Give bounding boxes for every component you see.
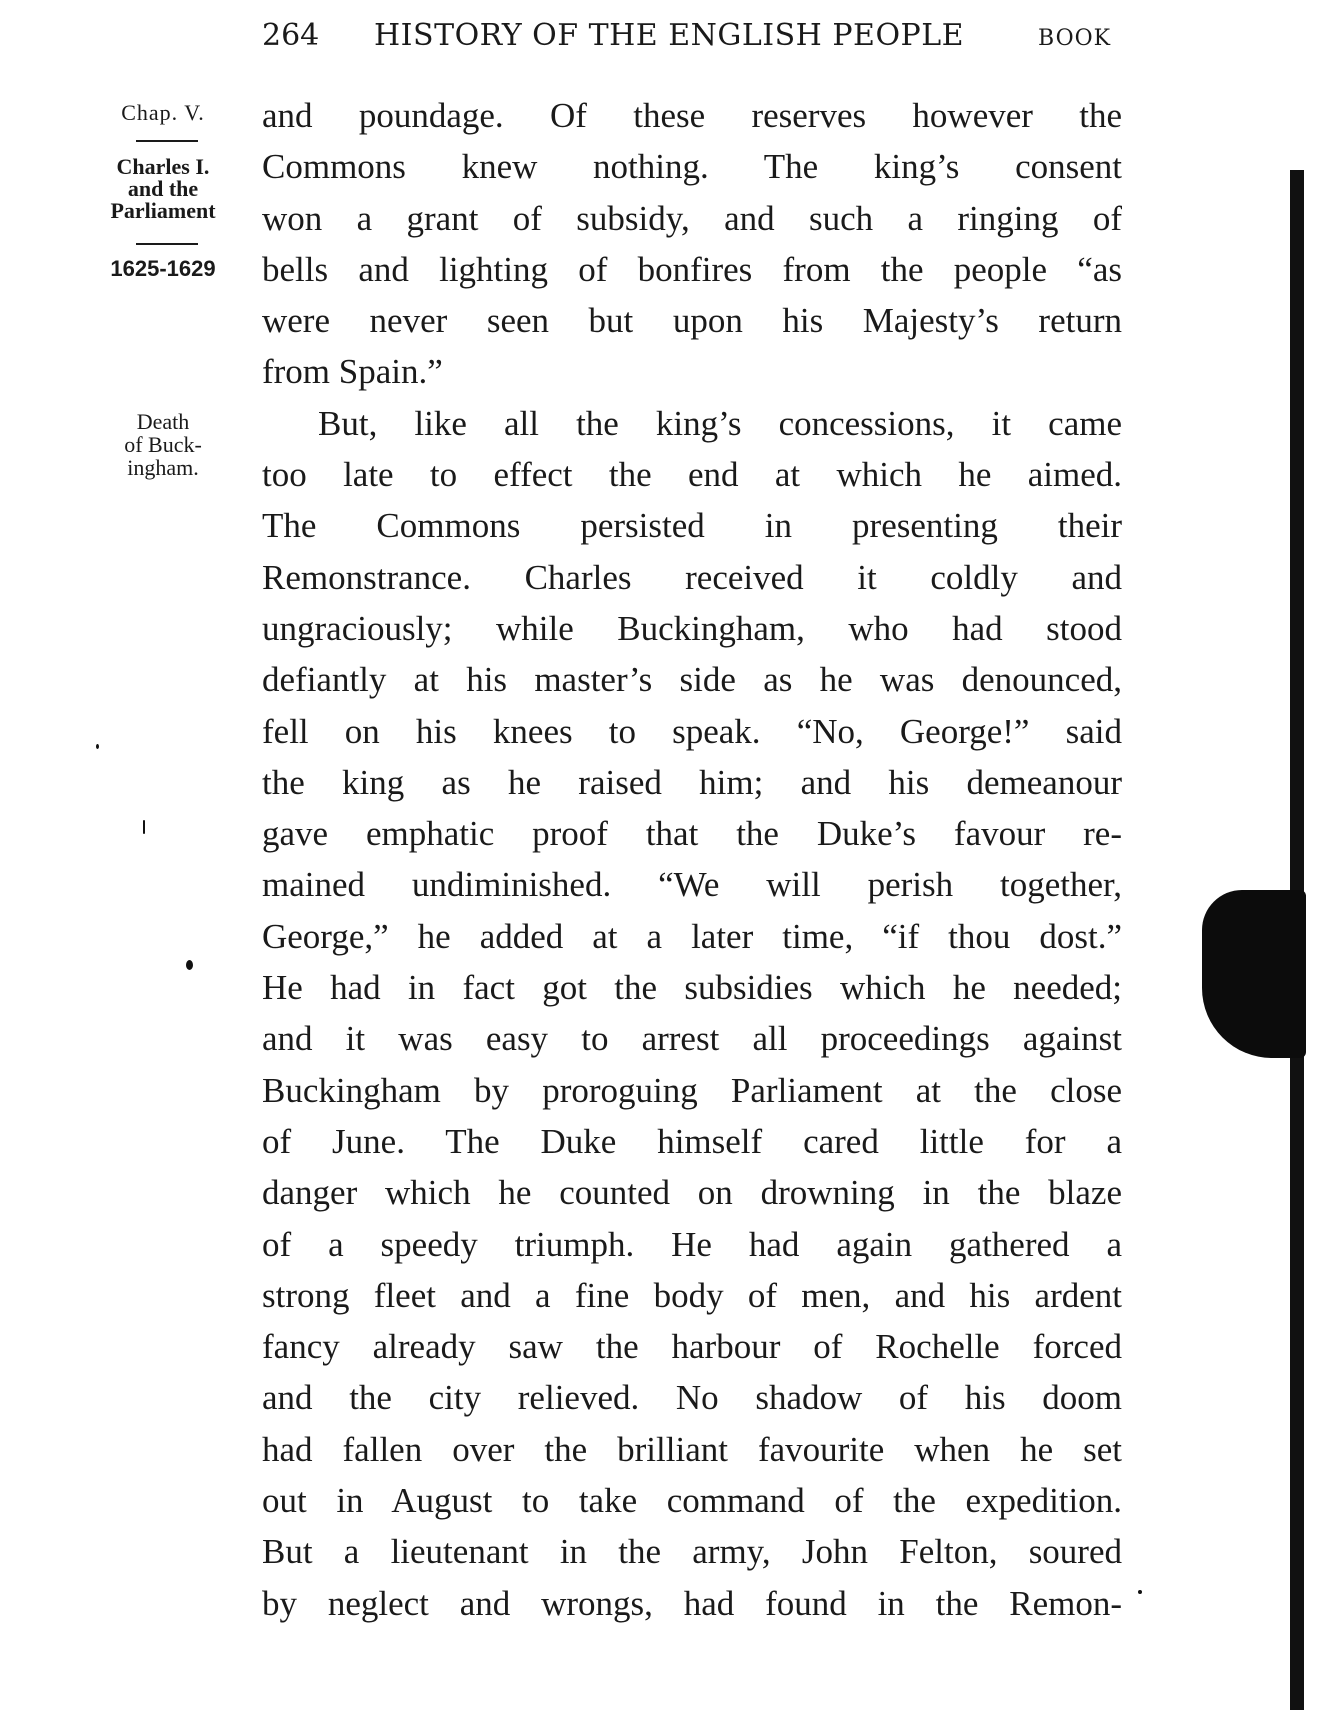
text-line: of a speedy triumph. He had again gathered a [262,1224,1122,1264]
running-header [0,14,1320,64]
text-line: defiantly at his master’s side as he was denounced, [262,660,1122,700]
book-label: BOOK [1038,26,1112,51]
margin-dates: 1625-1629 [110,256,216,281]
text-line: and the city relieved. No shadow of his doom [262,1378,1122,1418]
text-line: and poundage. Of these reserves however the [262,96,1122,135]
page-number: 264 [262,18,320,53]
text-line: danger which he counted on drowning in the blaze [262,1173,1122,1213]
margin-rule [136,140,198,142]
body-text [262,90,1122,1629]
text-line: by neglect and wrongs, had found in the Remon- [262,1583,1122,1623]
scan-speck [143,820,145,834]
text-line: too late to effect the end at which he aimed. [262,455,1122,495]
margin-rule [136,243,198,245]
scan-speck [1138,1590,1142,1594]
text-line: fell on his knees to speak. “No, George!” said [262,711,1122,751]
running-title: HISTORY OF THE ENGLISH PEOPLE [374,18,965,53]
text-line: out in August to take command of the expedition. [262,1481,1122,1521]
text-line: of June. The Duke himself cared little for a [262,1121,1122,1161]
margin-note-line: Death [136,409,190,434]
margin-topic-line: and the [127,176,199,201]
text-line: were never seen but upon his Majesty’s return [262,301,1122,341]
text-line: mained undiminished. “We will perish together, [262,865,1122,905]
text-line: ungraciously; while Buckingham, who had stood [262,608,1122,648]
text-line: gave emphatic proof that the Duke’s favour re- [262,814,1122,854]
text-line: He had in fact got the subsidies which he needed; [262,968,1122,1008]
text-line: George,” he added at a later time, “if thou dost.” [262,916,1122,956]
text-line: the king as he raised him; and his demeanour [262,762,1122,802]
text-line: and it was easy to arrest all proceedings against [262,1019,1122,1059]
text-line: from Spain.” [262,352,443,392]
margin-topic [88,156,238,222]
text-line: But, like all the king’s concessions, it came [318,403,1122,443]
text-line: strong fleet and a fine body of men, and his ardent [262,1275,1122,1315]
text-line: Remonstrance. Charles received it coldly and [262,557,1122,597]
margin-note-death-of-buckingham [88,410,238,479]
text-line: But a lieutenant in the army, John Felton, soured [262,1532,1122,1572]
text-line: had fallen over the brilliant favourite when he set [262,1429,1122,1469]
margin-note-line: of Buck- [124,432,202,457]
text-line: The Commons persisted in presenting their [262,506,1122,546]
scan-ink-blot [1202,890,1306,1058]
text-line: fancy already saw the harbour of Rochelle forced [262,1327,1122,1367]
text-line: bells and lighting of bonfires from the people “as [262,249,1122,289]
text-line: won a grant of subsidy, and such a ringing of [262,198,1122,238]
margin-chapter: Chap. V. [121,100,205,125]
text-line: Buckingham by proroguing Parliament at the close [262,1070,1122,1110]
scan-speck [96,744,99,749]
margin-topic-line: Charles I. [116,154,210,179]
margin-note-line: ingham. [127,455,199,480]
text-line: Commons knew nothing. The king’s consent [262,147,1122,187]
margin-topic-line: Parliament [110,198,216,223]
scan-speck [186,960,193,970]
